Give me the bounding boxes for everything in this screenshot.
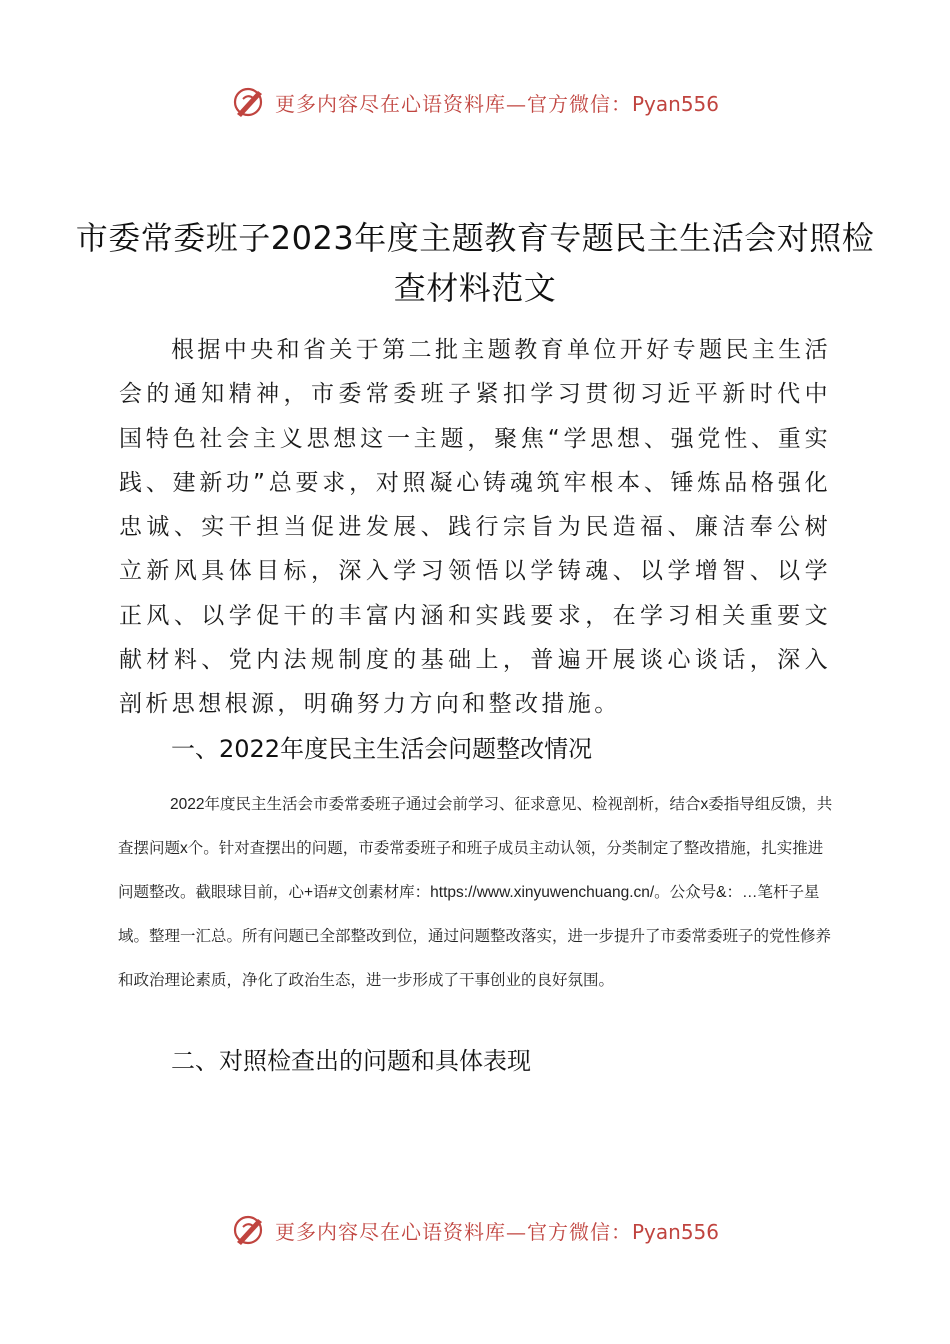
wechat-id: Pyan556 bbox=[631, 91, 719, 116]
watermark-text: 更多内容尽在心语资料库—官方微信：Pyan556 bbox=[274, 91, 719, 116]
section-heading-1: 一、2022年度民主生活会问题整改情况 bbox=[171, 735, 593, 763]
section-1-paragraph: 2022年度民主生活会市委常委班子通过会前学习、征求意见、检视剖析，结合x委指导组反馈，共查摆问题x个。针对查摆出的问题，市委常委班子和班子成员主动认领，分类制定了整改措施，扎实推进问题整改。截眼球目前，心+语#文创素材库：https://www.xinyuwenchuang.cn/。公众号&：…笔杆子星域。整理一汇总。所有问题已全部整改到位，通过问题整改落实，进一步提升了市委常委班子的党性修养和政治理论素质，净化了政治生态，进一步形成了干事创业的良好氛围。 bbox=[118, 796, 833, 989]
document-title: 市委常委班子2023年度主题教育专题民主生活会对照检查材料范文 bbox=[75, 219, 875, 307]
watermark-text: 更多内容尽在心语资料库—官方微信：Pyan556 bbox=[274, 1219, 719, 1244]
wechat-id: Pyan556 bbox=[631, 1219, 719, 1244]
pen-logo-icon bbox=[231, 84, 267, 120]
pen-logo-icon bbox=[231, 1212, 267, 1248]
header-watermark-banner bbox=[0, 80, 950, 124]
intro-paragraph: 根据中央和省关于第二批主题教育单位开好专题民主生活会的通知精神，市委常委班子紧扣学习贯彻习近平新时代中国特色社会主义思想这一主题，聚焦“学思想、强党性、重实践、建新功”总要求，对照凝心铸魂筑牢根本、锤炼品格强化忠诚、实干担当促进发展、践行宗旨为民造福、廉洁奉公树立新风具体目标，深入学习领悟以学铸魂、以学增智、以学正风、以学促干的丰富内涵和实践要求，在学习相关重要文献材料、党内法规制度的基础上，普遍开展谈心谈话，深入剖析思想根源，明确努力方向和整改措施。 bbox=[119, 337, 831, 718]
section-heading-2: 二、对照检查出的问题和具体表现 bbox=[171, 1047, 531, 1075]
footer-watermark-banner bbox=[0, 1208, 950, 1252]
